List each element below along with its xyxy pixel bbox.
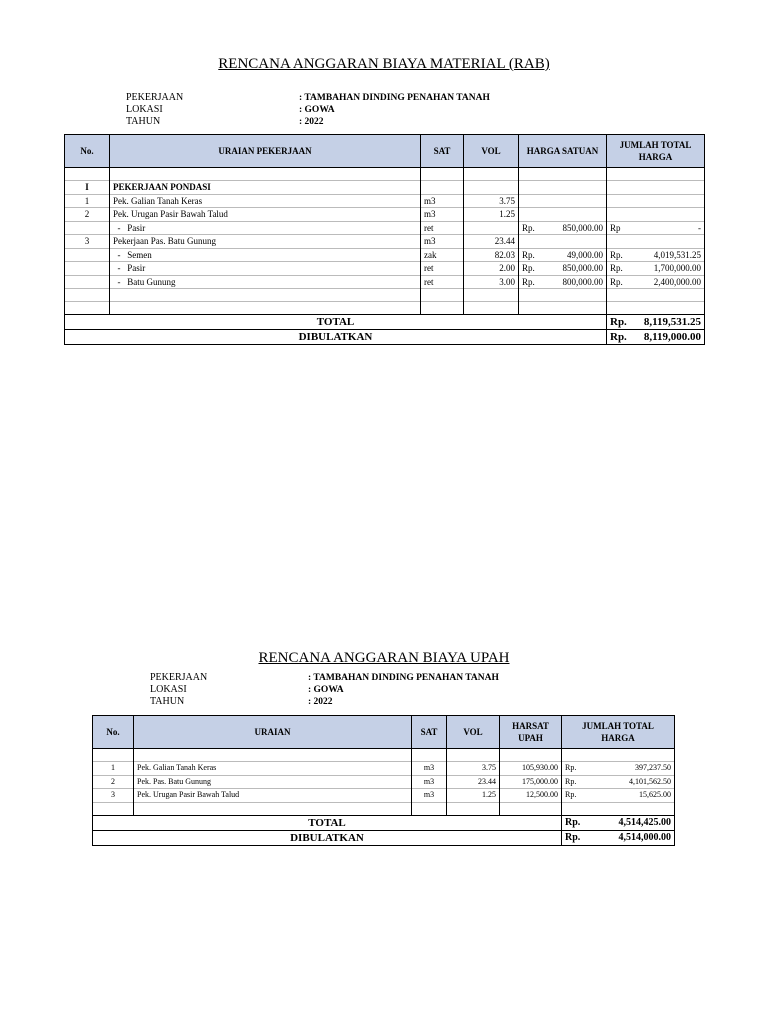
material-meta xyxy=(126,92,546,132)
row-harga xyxy=(519,208,607,222)
material-header-row xyxy=(65,135,705,168)
row-vol xyxy=(464,221,519,235)
header-sat: SAT xyxy=(412,716,447,749)
row-sat: m3 xyxy=(421,208,464,222)
material-row xyxy=(65,208,705,222)
upah-total-row xyxy=(93,815,675,830)
header-vol: VOL xyxy=(464,135,519,168)
row-uraian: Pek. Pas. Batu Gunung xyxy=(134,775,412,789)
row-uraian: Pek. Urugan Pasir Bawah Talud xyxy=(134,789,412,803)
row-uraian: - Pasir xyxy=(110,221,421,235)
upah-meta xyxy=(150,672,570,712)
meta-value-lokasi: : GOWA xyxy=(299,105,335,115)
meta-label-lokasi: LOKASI xyxy=(150,684,187,695)
upah-row xyxy=(93,775,675,789)
meta-value-lokasi: : GOWA xyxy=(308,685,344,695)
row-sat: m3 xyxy=(421,235,464,249)
row-sat xyxy=(421,181,464,195)
upah-table xyxy=(92,715,675,846)
blank-row xyxy=(93,802,675,815)
row-harsat: 12,500.00 xyxy=(500,789,562,803)
row-uraian: - Batu Gunung xyxy=(110,275,421,289)
material-row xyxy=(65,235,705,249)
header-vol: VOL xyxy=(447,716,500,749)
row-harsat: 105,930.00 xyxy=(500,762,562,776)
meta-value-pekerjaan: : TAMBAHAN DINDING PENAHAN TANAH xyxy=(308,673,499,683)
blank-row xyxy=(65,302,705,315)
total-amount: Rp. 4,514,425.00 xyxy=(562,815,675,830)
row-jumlah xyxy=(607,208,705,222)
row-harsat: 175,000.00 xyxy=(500,775,562,789)
row-no: 3 xyxy=(93,789,134,803)
header-harsat: HARSAT UPAH xyxy=(500,716,562,749)
total-amount: Rp. 8,119,531.25 xyxy=(607,315,705,330)
row-vol xyxy=(464,181,519,195)
row-sat: ret xyxy=(421,221,464,235)
dibulatkan-label: DIBULATKAN xyxy=(65,330,607,345)
upah-header-row xyxy=(93,716,675,749)
row-vol: 3.75 xyxy=(447,762,500,776)
material-title: RENCANA ANGGARAN BIAYA MATERIAL (RAB) xyxy=(218,56,550,72)
meta-label-pekerjaan: PEKERJAAN xyxy=(126,92,184,103)
row-vol: 3.75 xyxy=(464,194,519,208)
row-no: 1 xyxy=(93,762,134,776)
material-total-row xyxy=(65,315,705,330)
material-table xyxy=(64,134,705,345)
row-sat: zak xyxy=(421,248,464,262)
row-sat: ret xyxy=(421,275,464,289)
row-harga xyxy=(519,235,607,249)
row-vol: 3.00 xyxy=(464,275,519,289)
row-uraian: - Semen xyxy=(110,248,421,262)
meta-label-tahun: TAHUN xyxy=(150,696,185,707)
blank-row xyxy=(65,168,705,181)
row-sat: m3 xyxy=(412,789,447,803)
row-harga: Rp. 49,000.00 xyxy=(519,248,607,262)
row-no xyxy=(65,221,110,235)
header-harga-satuan: HARGA SATUAN xyxy=(519,135,607,168)
material-row xyxy=(65,221,705,235)
row-vol: 1.25 xyxy=(447,789,500,803)
row-vol: 1.25 xyxy=(464,208,519,222)
row-uraian: Pek. Galian Tanah Keras xyxy=(110,194,421,208)
row-harga: Rp. 850,000.00 xyxy=(519,221,607,235)
material-row xyxy=(65,275,705,289)
header-uraian: URAIAN PEKERJAAN xyxy=(110,135,421,168)
header-jumlah: JUMLAH TOTAL HARGA xyxy=(607,135,705,168)
meta-label-pekerjaan: PEKERJAAN xyxy=(150,672,208,683)
row-harga: Rp. 850,000.00 xyxy=(519,262,607,276)
row-jumlah: Rp. 4,101,562.50 xyxy=(562,775,675,789)
row-jumlah: Rp. 397,237.50 xyxy=(562,762,675,776)
material-row xyxy=(65,262,705,276)
upah-title: RENCANA ANGGARAN BIAYA UPAH xyxy=(258,650,510,666)
material-row xyxy=(65,194,705,208)
row-uraian: Pekerjaan Pas. Batu Gunung xyxy=(110,235,421,249)
row-jumlah xyxy=(607,235,705,249)
row-jumlah xyxy=(607,194,705,208)
dibulatkan-amount: Rp. 8,119,000.00 xyxy=(607,330,705,345)
header-jumlah: JUMLAH TOTAL HARGA xyxy=(562,716,675,749)
row-no: I xyxy=(65,181,110,195)
upah-row xyxy=(93,762,675,776)
meta-label-tahun: TAHUN xyxy=(126,116,161,127)
row-uraian: PEKERJAAN PONDASI xyxy=(110,181,421,195)
row-no: 3 xyxy=(65,235,110,249)
blank-row xyxy=(65,289,705,302)
row-sat: m3 xyxy=(412,762,447,776)
meta-label-lokasi: LOKASI xyxy=(126,104,163,115)
row-jumlah: Rp - xyxy=(607,221,705,235)
row-harga: Rp. 800,000.00 xyxy=(519,275,607,289)
row-no: 2 xyxy=(65,208,110,222)
row-uraian: Pek. Urugan Pasir Bawah Talud xyxy=(110,208,421,222)
total-label: TOTAL xyxy=(65,315,607,330)
row-no: 1 xyxy=(65,194,110,208)
header-no: No. xyxy=(65,135,110,168)
meta-value-tahun: : 2022 xyxy=(308,697,333,707)
row-jumlah: Rp. 1,700,000.00 xyxy=(607,262,705,276)
row-vol: 82.03 xyxy=(464,248,519,262)
row-no xyxy=(65,262,110,276)
row-jumlah: Rp. 4,019,531.25 xyxy=(607,248,705,262)
total-label: TOTAL xyxy=(93,815,562,830)
row-no: 2 xyxy=(93,775,134,789)
header-sat: SAT xyxy=(421,135,464,168)
row-jumlah xyxy=(607,181,705,195)
meta-value-pekerjaan: : TAMBAHAN DINDING PENAHAN TANAH xyxy=(299,93,490,103)
row-jumlah: Rp. 15,625.00 xyxy=(562,789,675,803)
material-row xyxy=(65,248,705,262)
row-no xyxy=(65,275,110,289)
material-row xyxy=(65,181,705,195)
row-vol: 23.44 xyxy=(447,775,500,789)
row-uraian: - Pasir xyxy=(110,262,421,276)
row-jumlah: Rp. 2,400,000.00 xyxy=(607,275,705,289)
row-no xyxy=(65,248,110,262)
row-harga xyxy=(519,181,607,195)
row-vol: 23.44 xyxy=(464,235,519,249)
upah-dibulatkan-row xyxy=(93,830,675,845)
upah-row xyxy=(93,789,675,803)
header-no: No. xyxy=(93,716,134,749)
row-sat: ret xyxy=(421,262,464,276)
row-uraian: Pek. Galian Tanah Keras xyxy=(134,762,412,776)
meta-value-tahun: : 2022 xyxy=(299,117,324,127)
material-dibulatkan-row xyxy=(65,330,705,345)
blank-row xyxy=(93,749,675,762)
row-sat: m3 xyxy=(412,775,447,789)
dibulatkan-label: DIBULATKAN xyxy=(93,830,562,845)
row-sat: m3 xyxy=(421,194,464,208)
header-uraian: URAIAN xyxy=(134,716,412,749)
row-harga xyxy=(519,194,607,208)
dibulatkan-amount: Rp. 4,514,000.00 xyxy=(562,830,675,845)
row-vol: 2.00 xyxy=(464,262,519,276)
